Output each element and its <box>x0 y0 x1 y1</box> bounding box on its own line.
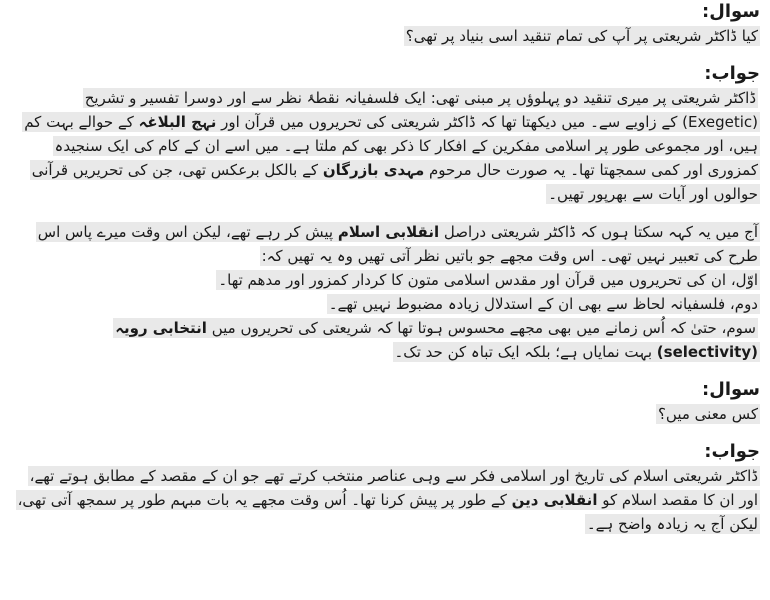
answer-1-p2-text-a: آج میں یہ کہہ سکتا ہوں کہ ڈاکٹر شریعتی دراصل <box>439 223 758 241</box>
question-label-1: سوال: <box>702 1 760 22</box>
answer-1-p2-bold-a: انقلابی اسلام <box>337 223 440 241</box>
answer-1-p2-text-b: پیش کر رہے تھے، لیکن اس وقت میرے پاس اس طرح کی تعبیر نہیں تھی۔ اس وقت مجھے جو باتیں نظر آتی تھیں وہ یہ تھیں کہ: <box>37 223 758 265</box>
answer-2-text-b: کے طور پر پیش کرنا تھا۔ اُس وقت مجھے یہ بات مبہم طور پر سمجھ آتی تھی، لیکن آج یہ زیادہ واضح ہے۔ <box>17 491 758 533</box>
answer-2-paragraph <box>12 464 760 536</box>
answer-2-text-a: ڈاکٹر شریعتی اسلام کی تاریخ اور اسلامی فکر سے وہی عناصر منتخب کرتے تھے جو ان کے مقصد کے مطابق ہوتے تھے، اور ان کا مقصد اسلام کو <box>29 467 758 509</box>
question-2 <box>12 402 760 426</box>
answer-1-p2-line-3-bold: انتخابی رویہ (selectivity) <box>115 319 758 361</box>
question-2-text: کس معنی میں؟ <box>657 405 758 423</box>
answer-1-p2-line-2: دوم، فلسفیانہ لحاظ سے بھی ان کے استدلال زیادہ مضبوط نہیں تھے۔ <box>328 295 758 313</box>
answer-1-paragraph-1 <box>12 86 760 206</box>
answer-1-p2-line-3-text-a: سوم، حتیٰ کہ اُس زمانے میں بھی مجھے محسوس ہوتا تھا کہ شریعتی کی تحریروں میں <box>206 319 756 337</box>
answer-1-p1-text-b: کے حوالے بہت کم ہیں، اور مجموعی طور پر اسلامی مفکرین کے افکار کا ذکر بھی کم ملتا ہے۔ میں اسے ان کے کام کی ایک سنجیدہ کمزوری اور کمی سمجھتا تھا۔ یہ صورت حال مرحوم <box>24 113 758 179</box>
question-1-text: کیا ڈاکٹر شریعتی پر آپ کی تمام تنقید اسی بنیاد پر تھی؟ <box>405 27 758 45</box>
answer-1-p1-bold-a: نہج البلاغہ <box>138 113 217 131</box>
answer-1-paragraph-2 <box>12 220 760 364</box>
answer-2-bold: انقلابی دین <box>511 491 598 509</box>
answer-1-p2-line-1: اوّل، ان کی تحریروں میں قرآن اور مقدس اسلامی متون کا کردار کمزور اور مدھم تھا۔ <box>218 271 758 289</box>
answer-label-2: جواب: <box>704 441 760 462</box>
answer-1-p2-line-3-text-b: بہت نمایاں ہے؛ بلکہ ایک تباہ کن حد تک۔ <box>394 343 657 361</box>
answer-1-p1-bold-b: مہدی بازرگان <box>322 161 425 179</box>
answer-label-1: جواب: <box>704 63 760 84</box>
question-label-2: سوال: <box>702 379 760 400</box>
answer-1-p1-text-c: کے بالکل برعکس تھی، جن کی تحریریں قرآنی حوالوں اور آیات سے بھرپور تھیں۔ <box>31 161 758 203</box>
answer-1-p1-text-a: ڈاکٹر شریعتی پر میری تنقید دو پہلوؤں پر مبنی تھی: ایک فلسفیانہ نقطۂ نظر سے اور دوسرا تفسیر و تشریح (Exegetic) کے زاویے سے۔ میں دیکھتا تھا کہ ڈاکٹر شریعتی کی تحریروں میں قرآن اور <box>84 89 758 131</box>
question-1 <box>12 24 760 48</box>
